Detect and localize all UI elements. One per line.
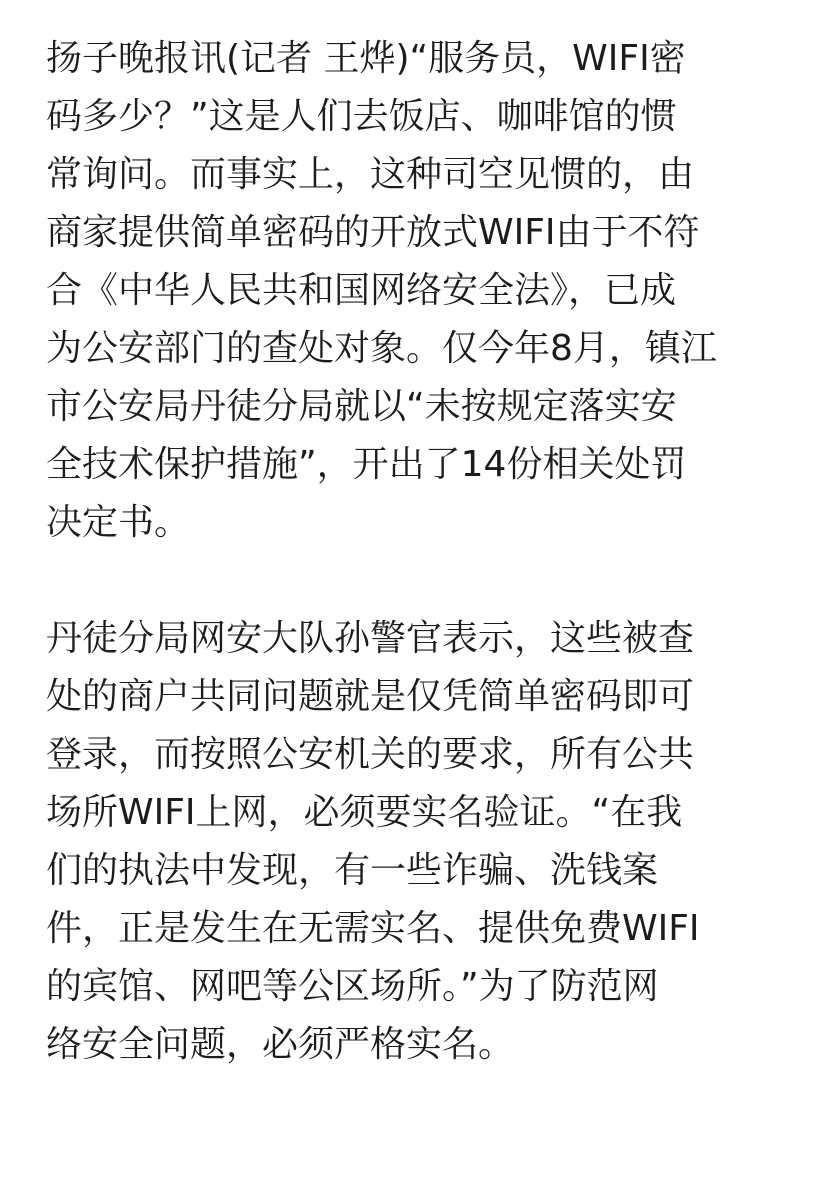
text-line: 合《中华人民共和国网络安全法》，已成 <box>46 270 677 311</box>
paragraph-gap <box>46 552 788 610</box>
text-line: 件，正是发生在无需实名、提供免费WIFI <box>46 908 700 949</box>
text-line: 商家提供简单密码的开放式WIFI由于不符 <box>46 212 700 253</box>
text-line: 的宾馆、网吧等公区场所。”为了防范网 <box>46 966 659 1007</box>
paragraph-1 <box>46 30 788 552</box>
text-line: 全技术保护措施”，开出了14份相关处罚 <box>46 444 687 485</box>
text-line: 丹徒分局网安大队孙警官表示，这些被查 <box>46 618 695 659</box>
article-body <box>46 30 788 1074</box>
text-line: 常询问。而事实上，这种司空见惯的，由 <box>46 154 695 195</box>
text-line: 码多少？”这是人们去饭店、咖啡馆的惯 <box>46 96 677 137</box>
text-line: 处的商户共同问题就是仅凭简单密码即可 <box>46 676 695 717</box>
text-line: 决定书。 <box>46 502 191 543</box>
text-line: 络安全问题，必须严格实名。 <box>46 1024 515 1065</box>
text-line: 场所WIFI上网，必须要实名验证。“在我 <box>46 792 683 833</box>
paragraph-2 <box>46 610 788 1074</box>
text-line: 们的执法中发现，有一些诈骗、洗钱案 <box>46 850 659 891</box>
text-line: 扬子晚报讯(记者 王烨)“服务员，WIFI密 <box>46 38 686 79</box>
text-line: 市公安局丹徒分局就以“未按规定落实安 <box>46 386 677 427</box>
text-line: 为公安部门的查处对象。仅今年8月，镇江 <box>46 328 717 369</box>
text-line: 登录，而按照公安机关的要求，所有公共 <box>46 734 695 775</box>
